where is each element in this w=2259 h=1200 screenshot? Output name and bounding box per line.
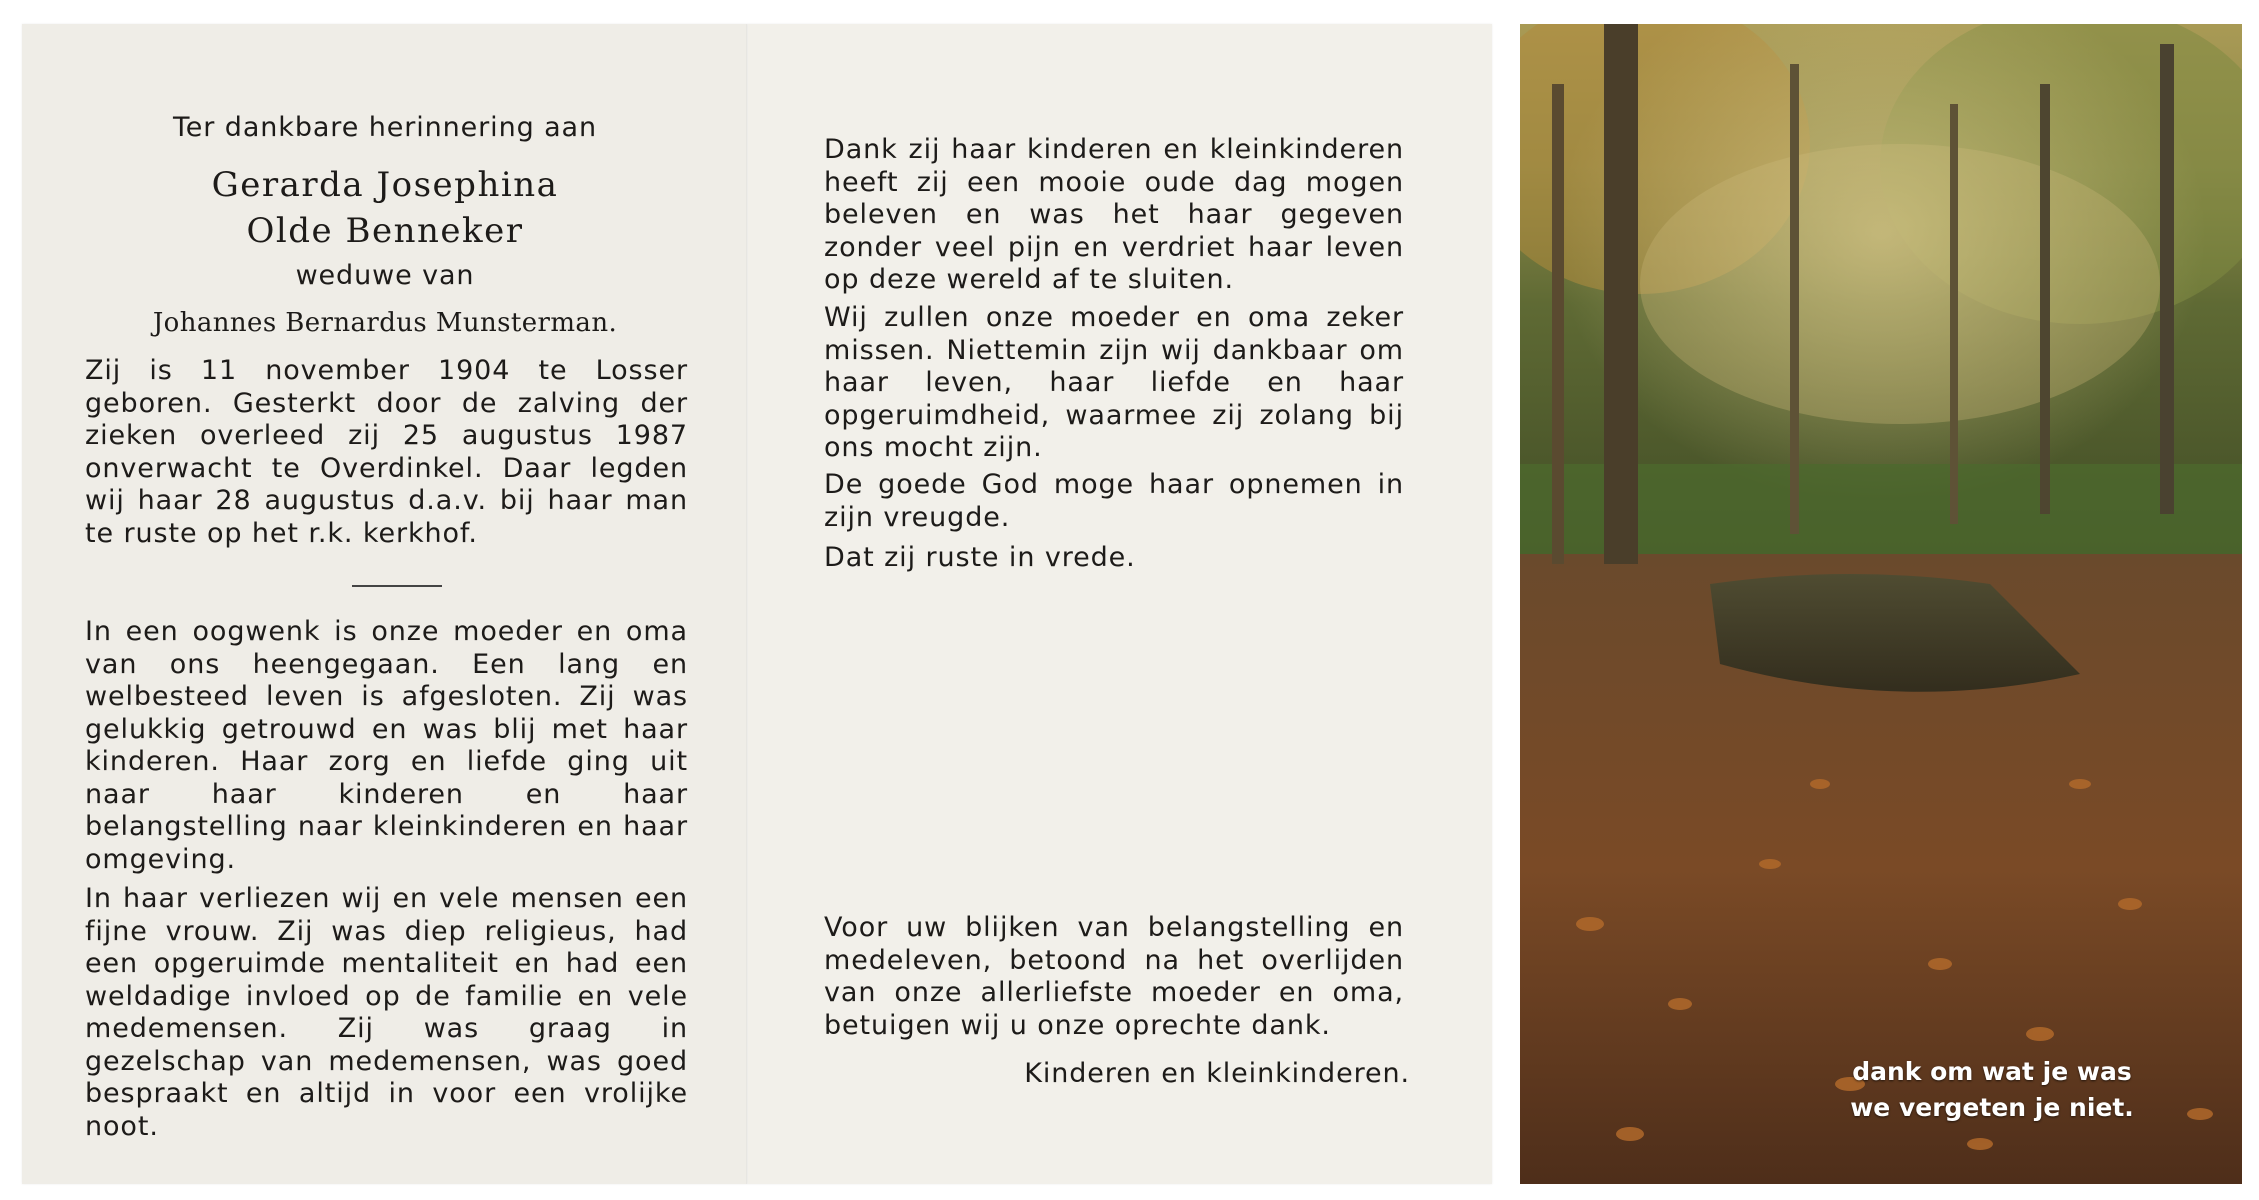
forest-photo-panel bbox=[1520, 24, 2242, 1184]
caption-line-2: we vergeten je niet. bbox=[1850, 1093, 2134, 1122]
name-line-1: Gerarda Josephina bbox=[211, 165, 559, 205]
gratitude-paragraph-1-text: Dank zij haar kinderen en kleinkinderen heeft zij een mooie oude dag mogen beleven en was het haar gegeven zonder veel pijn en verdriet haar leven op deze wereld af te sluiten. bbox=[824, 134, 1404, 295]
intro-line bbox=[22, 112, 748, 145]
autumn-forest-image bbox=[1520, 24, 2242, 1184]
card-left-panel bbox=[22, 24, 748, 1184]
remembrance-paragraph-1 bbox=[85, 616, 688, 876]
gratitude-paragraph-2-text: Wij zullen onze moeder en oma zeker missen. Niettemin zijn wij dankbaar om haar leven, haar liefde en haar opgeruimdheid, waarmee zij zolang bij ons mocht zijn. bbox=[824, 302, 1404, 463]
gratitude-paragraph-3-text: De goede God moge haar opnemen in zijn vreugde. bbox=[824, 469, 1404, 533]
card-middle-panel bbox=[748, 24, 1492, 1184]
signature-text: Kinderen en kleinkinderen. bbox=[1024, 1058, 1410, 1089]
remembrance-paragraph-2-text: In haar verliezen wij en vele mensen een fijne vrouw. Zij was diep religieus, had een opgeruimde mentaliteit en had een weldadige invloed op de familie en vele medemensen. Zij was graag in gezelschap van medemensen, was goed bespraakt en altijd in voor een vrolijke noot. bbox=[85, 883, 688, 1142]
biography bbox=[85, 355, 688, 550]
signature bbox=[824, 1058, 1410, 1091]
remembrance-paragraph-2 bbox=[85, 883, 688, 1143]
husband-name bbox=[22, 306, 748, 340]
gratitude-paragraph-3 bbox=[824, 469, 1404, 534]
name-line-2: Olde Benneker bbox=[246, 211, 524, 251]
rest-in-peace bbox=[824, 542, 1404, 575]
biography-text: Zij is 11 november 1904 te Losser geboren. Gesterkt door de zalving der zieken overleed zij 25 augustus 1987 onverwacht te Overdinkel. Daar legden wij haar 28 augustus d.a.v. bij haar man te ruste op het r.k. kerkhof. bbox=[85, 355, 688, 549]
separator-rule bbox=[352, 585, 442, 587]
remembrance-paragraph-1-text: In een oogwenk is onze moeder en oma van ons heengegaan. Een lang en welbesteed leven is afgesloten. Zij was gelukkig getrouwd en was blij met haar kinderen. Haar zorg en liefde ging uit naar haar kinderen en haar belangstelling naar kleinkinderen en haar omgeving. bbox=[85, 616, 688, 875]
deceased-name bbox=[22, 162, 748, 254]
photo-caption bbox=[1822, 1054, 2162, 1126]
thanks-paragraph bbox=[824, 912, 1404, 1042]
widow-of bbox=[22, 260, 748, 293]
gratitude-paragraph-2 bbox=[824, 302, 1404, 465]
gratitude-paragraph-1 bbox=[824, 134, 1404, 297]
husband-name-text: Johannes Bernardus Munsterman. bbox=[152, 308, 618, 338]
rest-in-peace-text: Dat zij ruste in vrede. bbox=[824, 542, 1136, 573]
thanks-text: Voor uw blijken van belangstelling en medeleven, betoond na het overlijden van onze allerliefste moeder en oma, betuigen wij u onze oprechte dank. bbox=[824, 912, 1404, 1041]
intro-text: Ter dankbare herinnering aan bbox=[172, 112, 598, 143]
caption-line-1: dank om wat je was bbox=[1852, 1057, 2132, 1086]
widow-of-text: weduwe van bbox=[295, 260, 475, 291]
